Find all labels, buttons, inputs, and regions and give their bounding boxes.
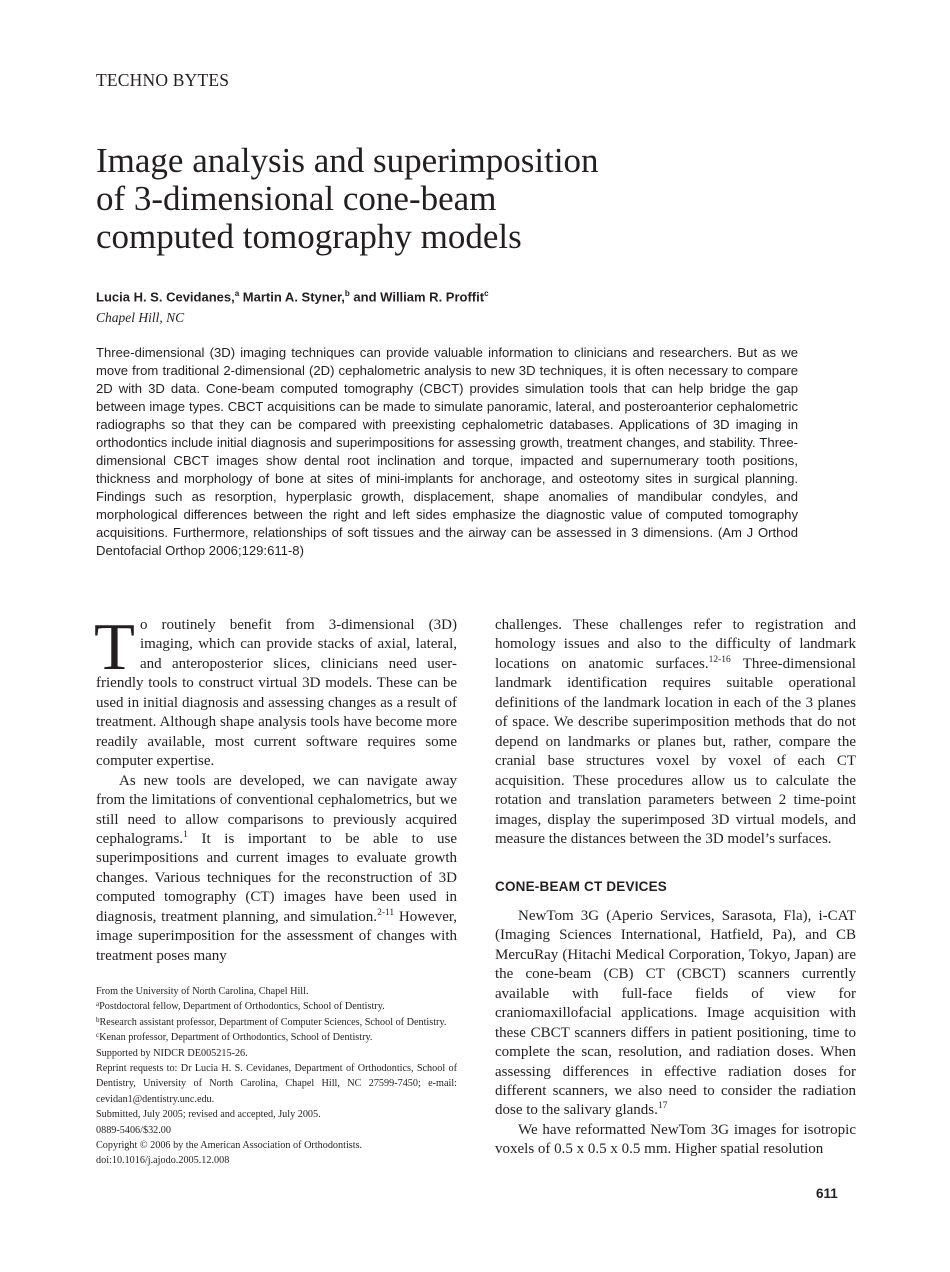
paragraph-text: challenges. These challenges refer to registration and homology issues and also to the difficulty of landmark locations on anatomic surfaces. (495, 617, 856, 672)
paragraph-text: o routinely benefit from 3-dimensional (3D) imaging, which can provide stacks of axial, lateral, and anteroposterior slices, clinicians need user-friendly tools to construct virtual 3D models. These can be used in initial diagnosis and assessing changes as a result of treatment. Although shape analysis tools have become more readily available, most current software requires some computer expertise. (96, 617, 457, 770)
author-location: Chapel Hill, NC (96, 310, 185, 325)
author-name: Martin A. Styner, (242, 289, 345, 305)
paragraph-text: It is important to be able to use superimpositions and current images to evaluate growth changes. Various techniques for the reconstruction of 3D computed tomography (CT) images have been used in diagnosis, treatment planning, and simulation. (96, 830, 457, 925)
author-connector: and (353, 289, 377, 305)
title-line: of 3-dimensional cone-beam (96, 179, 497, 218)
paragraph-text: As new tools are developed, we can navigate away from the limitations of conventional cephalometrics, but we still need to allow comparisons to previously acquired cephalograms. (96, 772, 457, 847)
author-list (96, 289, 489, 304)
body-paragraph (495, 907, 856, 1121)
footnotes (96, 984, 457, 1169)
author-name: Lucia H. S. Cevidanes, (96, 289, 235, 305)
footnote-copyright: Copyright © 2006 by the American Association of Orthodontists. (96, 1140, 363, 1152)
footnote-mark: a (96, 1000, 100, 1009)
footnote-support: Supported by NIDCR DE005215-26. (96, 1047, 248, 1059)
citation-ref[interactable]: 1 (183, 829, 188, 840)
footnote-c (96, 1030, 457, 1045)
paragraph-text: Three-dimensional landmark identification requires suitable operational definitions of the landmark location in each of the 3 planes of space. We describe superimposition methods that do not depend on landmarks or planes but, rather, compare the cranial base structures voxel by voxel of each CT acquisition. These procedures allow us to calculate the rotation and translation parameters between 2 time-point images, display the superimposed 3D virtual models, and measure the distances between the 3D model’s surfaces. (495, 655, 856, 847)
footnote-mark: b (96, 1015, 100, 1024)
author-affiliation-mark: a (234, 289, 240, 298)
paragraph-text: NewTom 3G (Aperio Services, Sarasota, Fla), i-CAT (Imaging Sciences International, Hatfield, Pa), and CB MercuRay (Hitachi Medical Corporation, Tokyo, Japan) are the cone-beam (CB) CT (CBCT) scanners currently available with full-face fields of view for craniomaxillofacial applications. Image acquisition with these CBCT scanners differs in patient positioning, time to complete the scan, resolution, and radiation doses. When assessing differences in effective radiation doses for different scanners, we also need to consider the radiation dose to the salivary glands. (495, 907, 856, 1119)
citation-ref[interactable]: 17 (657, 1101, 668, 1112)
footnote-text: Research assistant professor, Department of Computer Sciences, School of Dentistry. (99, 1016, 447, 1028)
footnote-doi[interactable]: doi:10.1016/j.ajodo.2005.12.008 (96, 1155, 230, 1167)
body-paragraph (94, 610, 457, 772)
right-column (495, 616, 856, 1160)
article-title (96, 142, 736, 256)
author-affiliation-mark: c (484, 289, 489, 298)
title-line: computed tomography models (96, 217, 522, 256)
footnote-text: Kenan professor, Department of Orthodontics, School of Dentistry. (99, 1032, 373, 1044)
footnote-b (96, 1015, 457, 1030)
footnote-text: Postdoctoral fellow, Department of Orthodontics, School of Dentistry. (99, 1001, 385, 1013)
footnote-affiliation: From the University of North Carolina, Chapel Hill. (96, 986, 309, 997)
paragraph-text: However, image superimposition for the assessment of changes with treatment poses many (96, 908, 458, 964)
citation-ref[interactable]: 2-11 (377, 907, 395, 918)
section-heading: CONE-BEAM CT DEVICES (495, 879, 668, 895)
footnote-a (96, 999, 457, 1014)
author-affiliation-mark: b (344, 289, 350, 298)
abstract: Three-dimensional (3D) imaging techniques can provide valuable information to clinicians and researchers. But as we move from traditional 2-dimensional (2D) cephalometric analysis to new 3D techniques, it is often necessary to compare 2D with 3D data. Cone-beam computed tomography (CBCT) provides simulation tools that can help bridge the gap between image types. CBCT acquisitions can be made to simulate panoramic, lateral, and posteroanterior cephalometric radiographs so that they can be compared with preexisting cephalometric databases. Applications of 3D imaging in orthodontics include initial diagnosis and superimpositions for assessing growth, treatment changes, and stability. Three-dimensional CBCT images show dental root inclination and torque, impacted and supernumerary tooth positions, thickness and morphology of bone at sites of mini-implants for anchorage, and osteotomy sites in surgical planning. Findings such as resorption, hyperplasic growth, displacement, shape anomalies of mandibular condyles, and morphological differences between the right and left sides emphasize the diagnostic value of computed tomography acquisitions. Furthermore, relationships of soft tissues and the airway can be assessed in 3 dimensions. (Am J Orthod Dentofacial Orthop 2006;129:611-8) (96, 345, 798, 558)
body-paragraph (96, 772, 457, 967)
author-name: William R. Proffit (380, 289, 485, 305)
page-number: 611 (816, 1186, 838, 1201)
left-column (94, 610, 458, 966)
footnote-reprint: Reprint requests to: Dr Lucia H. S. Cevidanes, Department of Orthodontics, School of Dentistry, University of North Carolina, Chapel Hill, NC 27599-7450; e-mail: cevidan1@dentistry.unc.edu. (96, 1063, 457, 1105)
section-label: TECHNO BYTES (96, 70, 230, 90)
body-paragraph: We have reformatted NewTom 3G images for isotropic voxels of 0.5 x 0.5 x 0.5 mm. Higher spatial resolution (495, 1121, 856, 1158)
drop-cap: T (94, 610, 135, 684)
citation-ref[interactable]: 12-16 (708, 654, 731, 665)
title-line: Image analysis and superimposition (96, 141, 599, 180)
footnote-mark: c (96, 1031, 100, 1040)
footnote-submitted: Submitted, July 2005; revised and accepted, July 2005. (96, 1109, 321, 1121)
footnote-issn: 0889-5406/$32.00 (96, 1124, 171, 1136)
body-paragraph (495, 616, 856, 849)
